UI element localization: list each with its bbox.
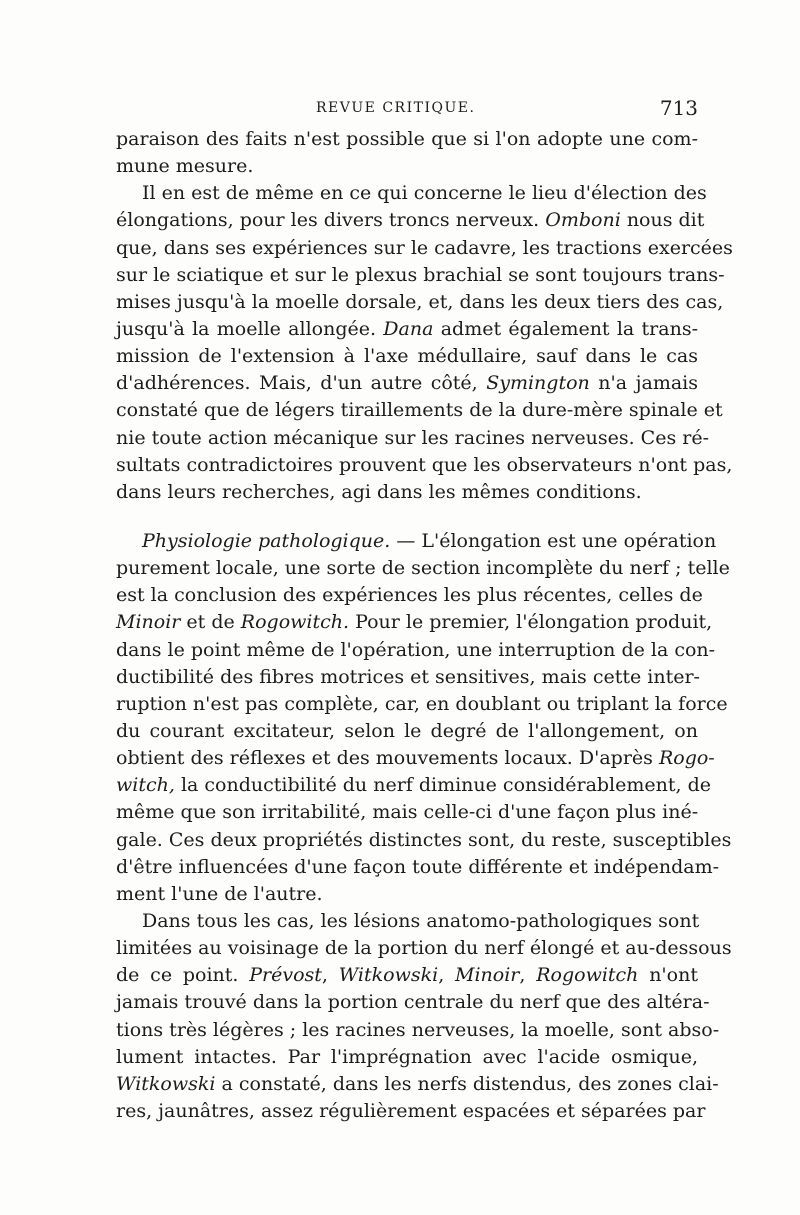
text-run: ment l'une de l'autre. xyxy=(116,882,323,905)
text-line xyxy=(116,718,698,745)
text-run: res, jaunâtres, assez régulièrement espacées et séparées par xyxy=(116,1099,706,1122)
text-line xyxy=(116,343,698,370)
text-run: , xyxy=(438,964,456,987)
text-run: jamais trouvé dans la portion centrale du nerf que des altéra- xyxy=(116,991,710,1014)
text-run: d'adhérences. Mais, d'un autre côté, xyxy=(116,372,487,395)
italic-name: Witkowski xyxy=(338,964,439,987)
page-number: 713 xyxy=(659,96,698,120)
text-run: ruption n'est pas complète, car, en doublant ou triplant la force xyxy=(116,692,728,715)
text-run: tions très légères ; les racines nerveuses, la moelle, sont abso- xyxy=(116,1018,720,1041)
text-run: Il en est de même en ce qui concerne le lieu d'élection des xyxy=(142,182,707,205)
text-run: sur le sciatique et sur le plexus brachial se sont toujours trans- xyxy=(116,263,725,286)
text-run: jusqu'à la moelle allongée. xyxy=(116,317,384,340)
text-line xyxy=(116,425,709,452)
text-run: et de xyxy=(180,611,241,634)
text-run: est la conclusion des expériences les plus récentes, celles de xyxy=(116,584,703,607)
text-run: sultats contradictoires prouvent que les observateurs n'ont pas, xyxy=(116,453,733,476)
paragraph xyxy=(116,528,732,908)
text-line xyxy=(116,1071,719,1098)
italic-name: Minoir xyxy=(455,964,520,987)
text-run: élongations, pour les divers troncs nerveux. xyxy=(116,209,546,232)
text-line xyxy=(116,153,698,180)
text-line xyxy=(116,452,733,479)
italic-name: Omboni xyxy=(545,209,621,232)
text-run: nous dit xyxy=(620,209,705,232)
text-run: , xyxy=(519,964,537,987)
text-line xyxy=(116,881,698,908)
text-run: que, dans ses expériences sur le cadavre, les tractions exercées xyxy=(116,236,733,259)
italic-name: witch, xyxy=(116,774,175,797)
text-line xyxy=(116,180,707,207)
text-line xyxy=(116,1017,720,1044)
text-line xyxy=(116,962,698,989)
text-line xyxy=(116,397,723,424)
text-run: lument intactes. Par l'imprégnation avec l'acide osmique, xyxy=(116,1045,698,1068)
text-run: Dans tous les cas, les lésions anatomo-pathologiques sont xyxy=(142,909,700,932)
italic-name: Rogowitch. xyxy=(240,611,350,634)
text-line xyxy=(116,691,728,718)
text-run: Pour le premier, l'élongation produit, xyxy=(349,611,713,634)
text-line xyxy=(116,799,698,826)
text-run: gale. Ces deux propriétés distinctes sont, du reste, susceptibles xyxy=(116,828,732,851)
text-line xyxy=(116,745,715,772)
text-line xyxy=(116,854,720,881)
text-line xyxy=(116,827,732,854)
italic-name: Physiologie pathologique. xyxy=(142,529,391,552)
paragraph xyxy=(116,908,732,1125)
text-line xyxy=(116,479,698,506)
italic-name: Minoir xyxy=(116,611,181,634)
text-run: d'être influencées d'une façon toute différente et indépendam- xyxy=(116,855,720,878)
italic-name: Prévost xyxy=(249,964,322,987)
running-head: REVUE CRITIQUE. xyxy=(316,100,476,116)
text-run: a constaté, dans les nerfs distendus, des zones clai- xyxy=(215,1072,719,1095)
text-line xyxy=(116,528,717,555)
text-run: de ce point. xyxy=(116,964,250,987)
text-run: mune mesure. xyxy=(116,155,254,178)
paragraph-gap xyxy=(116,506,698,528)
text-line xyxy=(116,1044,698,1071)
text-run: n'ont xyxy=(638,964,698,987)
text-line xyxy=(116,637,716,664)
text-run: mises jusqu'à la moelle dorsale, et, dans les deux tiers des cas, xyxy=(116,290,724,313)
text-run: du courant excitateur, selon le degré de l'allongement, on xyxy=(116,719,698,742)
text-line xyxy=(116,772,711,799)
text-line xyxy=(116,664,698,691)
text-run: limitées au voisinage de la portion du nerf élongé et au-dessous xyxy=(116,937,732,960)
text-run: dans le point même de l'opération, une interruption de la con- xyxy=(116,638,716,661)
text-run: la conductibilité du nerf diminue considérablement, de xyxy=(174,774,711,797)
text-run: même que son irritabilité, mais celle-ci d'une façon plus iné- xyxy=(116,801,699,824)
text-line xyxy=(116,262,725,289)
text-run: , xyxy=(321,964,339,987)
text-line xyxy=(116,989,710,1016)
italic-name: Dana xyxy=(383,317,434,340)
italic-name: Rogo- xyxy=(658,747,715,770)
text-run: admet également la trans- xyxy=(433,317,698,340)
text-line xyxy=(116,316,698,343)
italic-name: Witkowski xyxy=(116,1072,216,1095)
text-line xyxy=(116,235,733,262)
text-run: ductibilité des fibres motrices et sensitives, mais cette inter- xyxy=(116,665,700,688)
text-run: n'a jamais xyxy=(589,372,698,395)
paragraph xyxy=(116,180,733,506)
text-run: — L'élongation est une opération xyxy=(390,529,717,552)
page-header xyxy=(116,96,698,126)
text-line xyxy=(116,555,730,582)
text-line xyxy=(116,582,703,609)
text-line xyxy=(116,1098,706,1125)
body-text xyxy=(116,126,733,1125)
text-line xyxy=(116,609,713,636)
text-run: nie toute action mécanique sur les racines nerveuses. Ces ré- xyxy=(116,426,709,449)
paragraph xyxy=(116,126,698,180)
text-run: mission de l'extension à l'axe médullaire, sauf dans le cas xyxy=(116,345,698,368)
text-line xyxy=(116,908,698,935)
italic-name: Symington xyxy=(486,372,590,395)
text-line xyxy=(116,370,698,397)
text-run: constaté que de légers tiraillements de la dure-mère spinale et xyxy=(116,399,723,422)
text-line xyxy=(116,289,724,316)
text-line xyxy=(116,935,732,962)
text-line xyxy=(116,207,705,234)
text-run: paraison des faits n'est possible que si l'on adopte une com- xyxy=(116,128,698,150)
text-line xyxy=(116,126,698,153)
text-run: purement locale, une sorte de section incomplète du nerf ; telle xyxy=(116,557,730,580)
text-run: dans leurs recherches, agi dans les mêmes conditions. xyxy=(116,480,642,503)
italic-name: Rogowitch xyxy=(536,964,639,987)
text-run: obtient des réflexes et des mouvements locaux. D'après xyxy=(116,747,659,770)
